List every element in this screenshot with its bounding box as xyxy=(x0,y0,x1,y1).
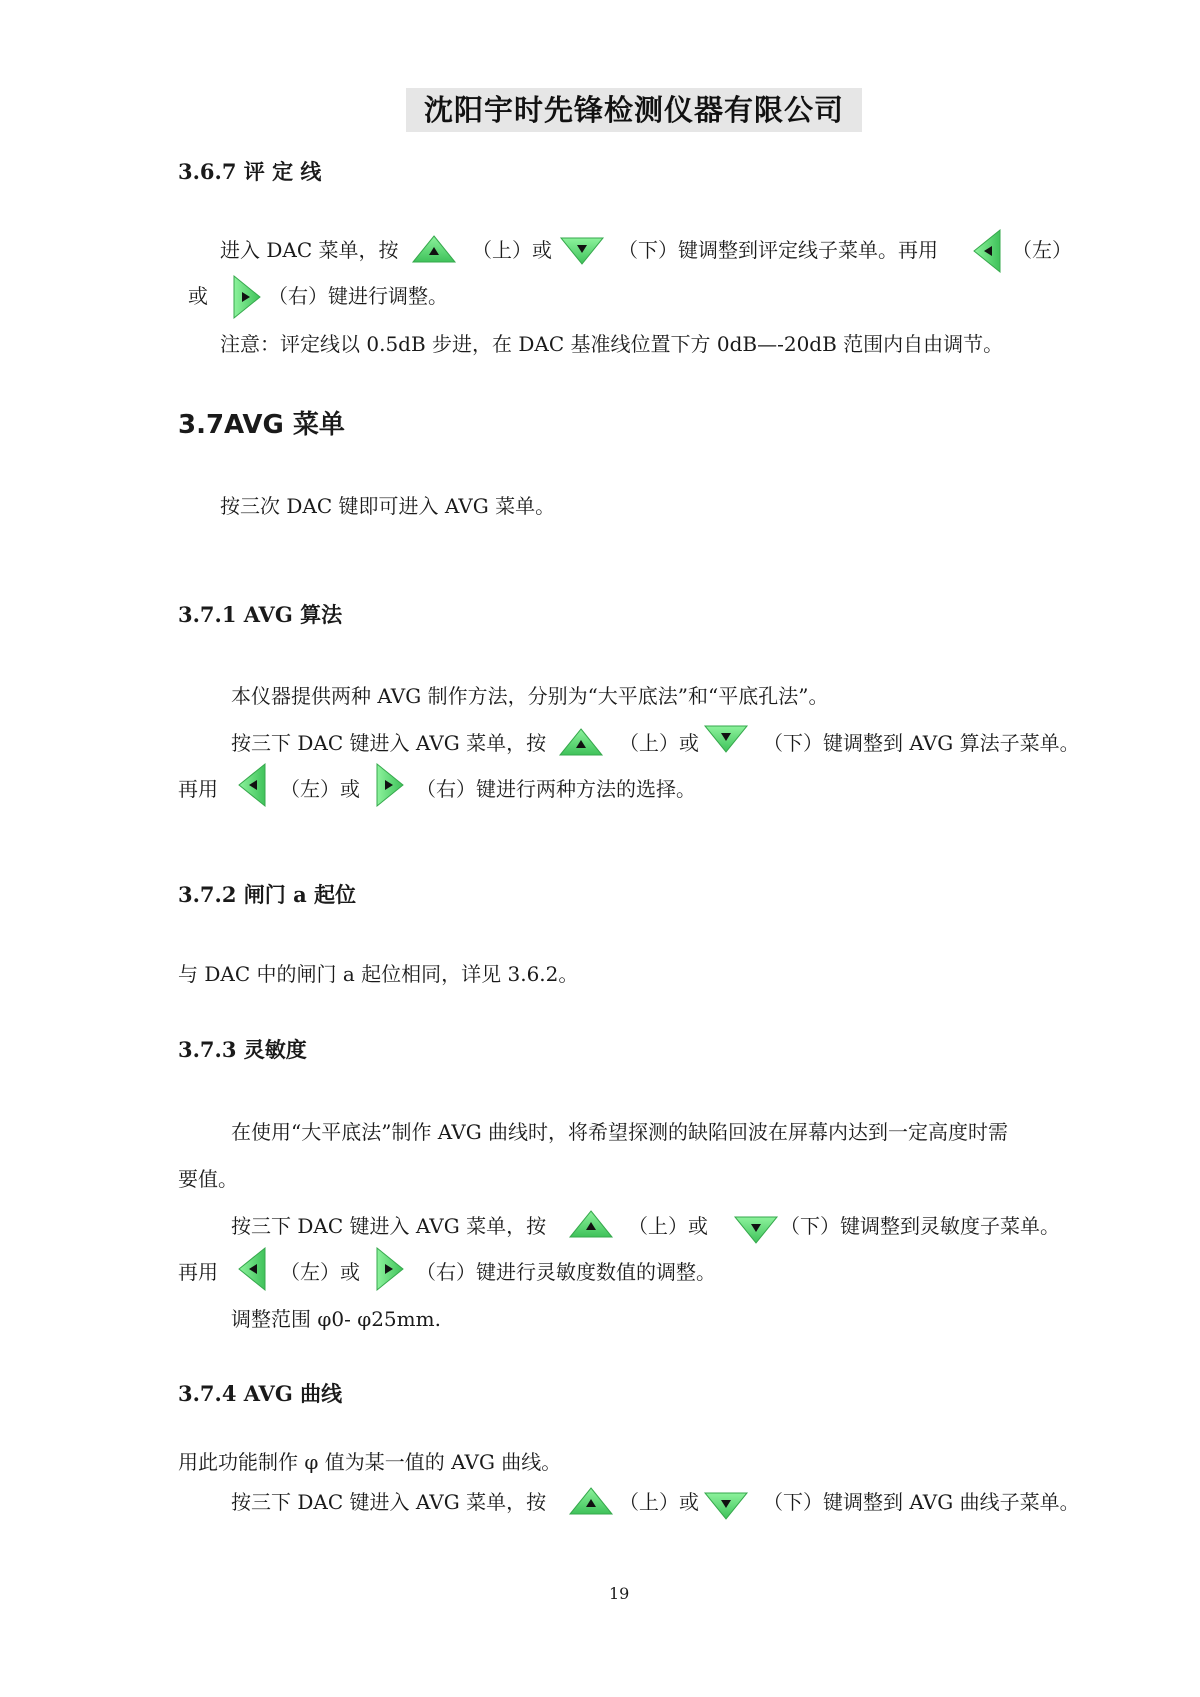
sec373-line2-part3: （下）键调整到灵敏度子菜单。 xyxy=(780,1214,1060,1238)
up-arrow-key-icon xyxy=(558,727,604,757)
down-arrow-key-icon xyxy=(703,1491,749,1521)
sec367-note: 注意：评定线以 0.5dB 步进，在 DAC 基准线位置下方 0dB—-20dB 范围内自由调节。 xyxy=(220,332,1004,356)
left-arrow-key-icon xyxy=(972,228,1002,274)
sec373-line3-part1: 再用 xyxy=(178,1260,218,1284)
sec367-line2-part1: 或 xyxy=(188,284,208,308)
sec373-line3-part3: （右）键进行灵敏度数值的调整。 xyxy=(416,1260,716,1284)
sec37-text: 按三次 DAC 键即可进入 AVG 菜单。 xyxy=(220,494,556,518)
sec367-line1-part4: （左） xyxy=(1012,238,1072,262)
page-number: 19 xyxy=(609,1584,630,1603)
sec373-line2-part1: 按三下 DAC 键进入 AVG 菜单，按 xyxy=(231,1214,547,1238)
sec373-para1-line1: 在使用“大平底法”制作 AVG 曲线时，将希望探测的缺陷回波在屏幕内达到一定高度时需 xyxy=(231,1120,1009,1144)
sec371-line2-part3: （下）键调整到 AVG 算法子菜单。 xyxy=(763,731,1080,755)
section-3-7-2-title: 3.7.2 闸门 a 起位 xyxy=(178,882,356,907)
right-arrow-key-icon xyxy=(232,274,262,320)
up-arrow-key-icon xyxy=(568,1486,614,1516)
sec371-para1: 本仪器提供两种 AVG 制作方法，分别为“大平底法”和“平底孔法”。 xyxy=(231,684,829,708)
up-arrow-key-icon xyxy=(411,234,457,264)
down-arrow-key-icon xyxy=(559,236,605,266)
sec372-text: 与 DAC 中的闸门 a 起位相同，详见 3.6.2。 xyxy=(178,962,579,986)
sec373-para1-line2: 要值。 xyxy=(178,1167,238,1191)
sec367-line1-part1: 进入 DAC 菜单，按 xyxy=(220,238,399,262)
section-3-7-3-title: 3.7.3 灵敏度 xyxy=(178,1037,307,1062)
sec373-range: 调整范围 φ0- φ25mm. xyxy=(231,1307,441,1331)
sec371-line2-part2: （上）或 xyxy=(619,731,699,755)
sec371-line3-part3: （右）键进行两种方法的选择。 xyxy=(416,777,696,801)
sec367-line1-part3: （下）键调整到评定线子菜单。再用 xyxy=(618,238,938,262)
sec374-line2-part1: 按三下 DAC 键进入 AVG 菜单，按 xyxy=(231,1490,547,1514)
section-3-6-7-title: 3.6.7 评 定 线 xyxy=(178,159,322,184)
left-arrow-key-icon xyxy=(237,762,267,808)
section-3-7-4-title: 3.7.4 AVG 曲线 xyxy=(178,1381,343,1406)
section-3-7-title: 3.7AVG 菜单 xyxy=(178,410,345,440)
sec371-line2-part1: 按三下 DAC 键进入 AVG 菜单，按 xyxy=(231,731,547,755)
sec374-line2-part2: （上）或 xyxy=(619,1490,699,1514)
up-arrow-key-icon xyxy=(568,1209,614,1239)
sec371-line3-part1: 再用 xyxy=(178,777,218,801)
sec373-line3-part2: （左）或 xyxy=(280,1260,360,1284)
down-arrow-key-icon xyxy=(703,724,749,754)
sec371-line3-part2: （左）或 xyxy=(280,777,360,801)
sec374-line2-part3: （下）键调整到 AVG 曲线子菜单。 xyxy=(763,1490,1080,1514)
sec374-para1: 用此功能制作 φ 值为某一值的 AVG 曲线。 xyxy=(178,1450,562,1474)
sec367-line1-part2: （上）或 xyxy=(472,238,552,262)
company-header: 沈阳宇时先锋检测仪器有限公司 xyxy=(406,88,862,132)
section-3-7-1-title: 3.7.1 AVG 算法 xyxy=(178,602,343,627)
left-arrow-key-icon xyxy=(237,1246,267,1292)
right-arrow-key-icon xyxy=(375,1246,405,1292)
down-arrow-key-icon xyxy=(733,1215,779,1245)
sec367-line2-part2: （右）键进行调整。 xyxy=(268,284,448,308)
sec373-line2-part2: （上）或 xyxy=(628,1214,708,1238)
right-arrow-key-icon xyxy=(375,762,405,808)
